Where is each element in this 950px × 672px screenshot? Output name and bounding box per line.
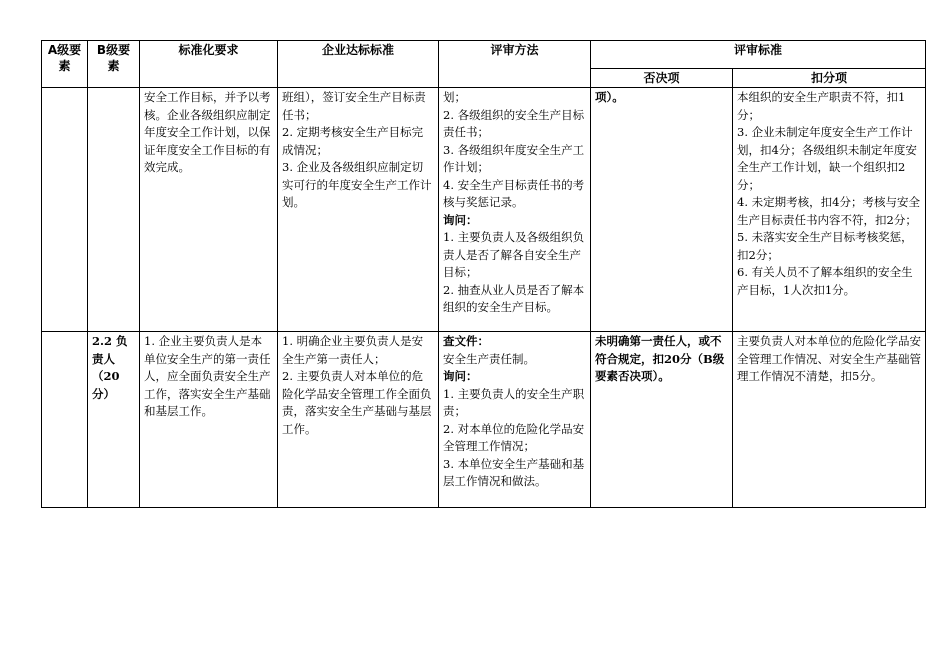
standard-line: 1. 明确企业主要负责人是安全生产第一责任人； — [282, 334, 424, 366]
method-line: 2. 抽查从业人员是否了解本组织的安全生产目标。 — [443, 282, 585, 314]
standard-line: 2. 定期考核安全生产目标完成情况； — [282, 125, 424, 157]
method-line: 划； — [443, 90, 466, 104]
requirement-text: 安全工作目标，并予以考核。企业各级组织应制定年度安全工作计划，以保证年度安全工作目标的有效完成。 — [144, 90, 271, 174]
header-review-criteria: 评审标准 — [591, 41, 926, 69]
deduction-line: 6. 有关人员不了解本组织的安全生产目标，1人次扣1分。 — [737, 265, 913, 297]
cell-a — [42, 88, 88, 332]
deduction-line: 3. 企业未制定年度安全生产工作计划，扣4分；各级组织未制定年度安全生产工作计划，缺一个组织扣2分； — [737, 125, 917, 192]
veto-text: 未明确第一责任人，或不符合规定，扣20分（B级要素否决项）。 — [595, 334, 725, 383]
cell-requirement — [140, 332, 278, 508]
deduction-line: 本组织的安全生产职责不符，扣1分； — [737, 90, 906, 122]
method-line: 1. 主要负责人及各级组织负责人是否了解各自安全生产目标； — [443, 230, 585, 279]
cell-standard — [278, 88, 439, 332]
standard-line: 2. 主要负责人对本单位的危险化学品安全管理工作全面负责，落实安全生产基础与基层工作。 — [282, 369, 432, 436]
method-ask-label: 询问： — [443, 212, 478, 227]
deduction-line: 5. 未落实安全生产目标考核奖惩，扣2分； — [737, 230, 913, 262]
cell-deduction — [733, 88, 926, 332]
header-review-method: 评审方法 — [439, 41, 591, 88]
method-doc-label: 查文件： — [443, 334, 489, 348]
standard-line: 班组），签订安全生产目标责任书； — [282, 90, 426, 122]
header-deduction-item: 扣分项 — [733, 69, 926, 88]
cell-a — [42, 332, 88, 508]
deduction-line: 主要负责人对本单位的危险化学品安全管理工作情况、对安全生产基础管理工作情况不清楚，扣5分。 — [737, 334, 921, 383]
cell-requirement — [140, 88, 278, 332]
header-standard-requirement: 标准化要求 — [140, 41, 278, 88]
method-line: 3. 各级组织年度安全生产工作计划； — [443, 142, 585, 174]
deduction-line: 4. 未定期考核，扣4分；考核与安全生产目标责任书内容不符，扣2分； — [737, 195, 920, 227]
cell-method — [439, 88, 591, 332]
header-b-element: B级要素 — [88, 41, 140, 88]
table-row — [42, 332, 926, 508]
method-line: 4. 安全生产目标责任书的考核与奖惩记录。 — [443, 177, 585, 209]
standard-line: 3. 企业及各级组织应制定切实可行的年度安全生产工作计划。 — [282, 160, 432, 209]
method-line: 2. 各级组织的安全生产目标责任书； — [443, 107, 585, 139]
cell-method — [439, 332, 591, 508]
cell-veto — [591, 332, 733, 508]
evaluation-standard-table — [41, 40, 926, 508]
cell-veto — [591, 88, 733, 332]
table-row — [42, 88, 926, 332]
method-line: 安全生产责任制。 — [443, 351, 535, 366]
header-veto-item: 否决项 — [591, 69, 733, 88]
veto-text: 项）。 — [595, 90, 624, 104]
method-line: 1. 主要负责人的安全生产职责； — [443, 386, 585, 418]
method-ask-label: 询问： — [443, 369, 478, 383]
cell-b-element: 2.2 负责人（20分） — [88, 332, 140, 508]
header-compliance-standard: 企业达标标准 — [278, 41, 439, 88]
cell-deduction — [733, 332, 926, 508]
cell-standard — [278, 332, 439, 508]
header-a-element: A级要素 — [42, 41, 88, 88]
method-line: 3. 本单位安全生产基础和基层工作情况和做法。 — [443, 456, 585, 488]
method-line: 2. 对本单位的危险化学品安全管理工作情况； — [443, 421, 585, 453]
cell-b — [88, 88, 140, 332]
requirement-text: 1. 企业主要负责人是本单位安全生产的第一责任人，应全面负责安全生产工作，落实安全生产基础和基层工作。 — [144, 334, 271, 418]
